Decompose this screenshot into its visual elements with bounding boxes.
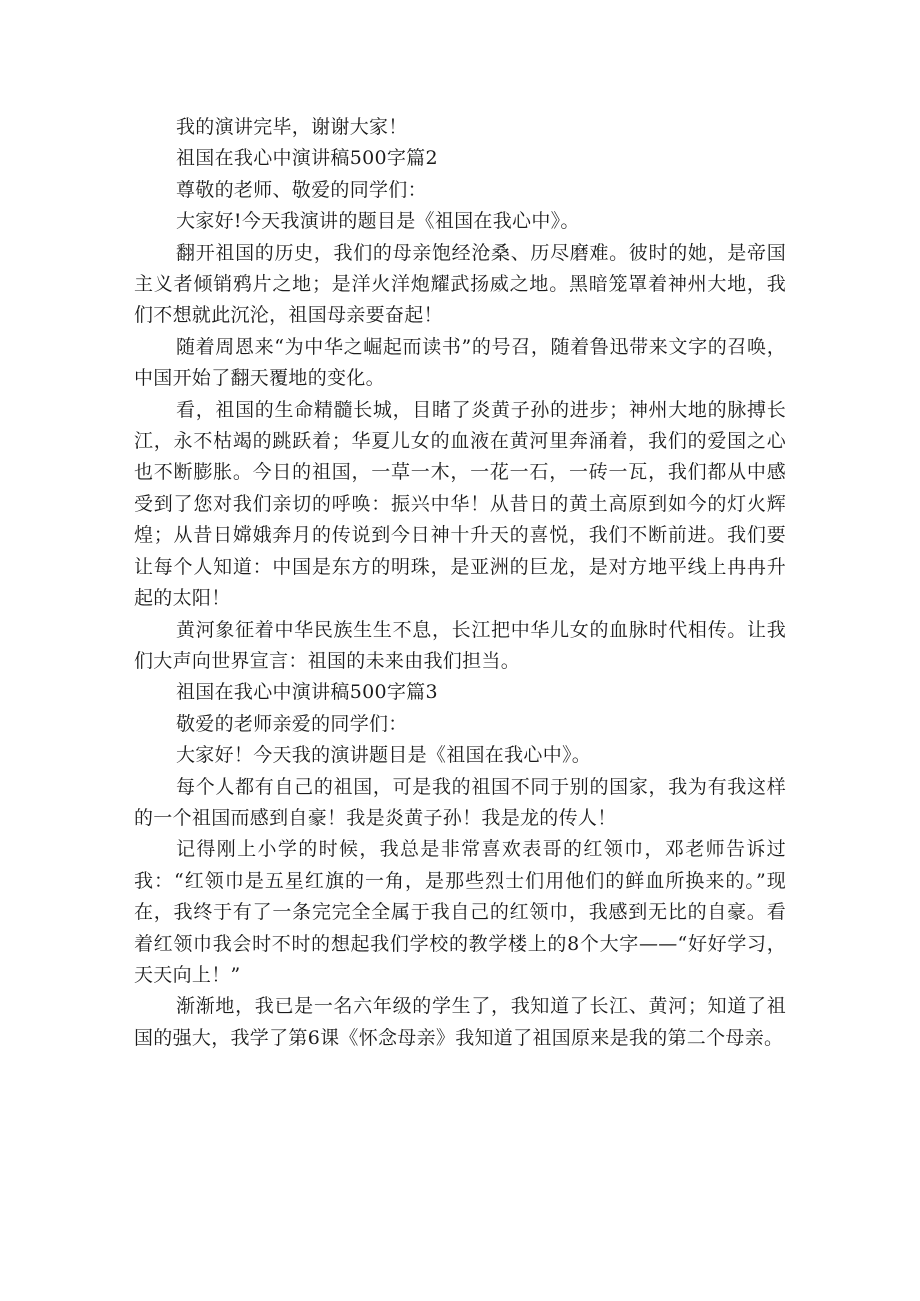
greeting: 大家好！今天我的演讲题目是《祖国在我心中》。 <box>176 744 592 767</box>
body-paragraph: 翻开祖国的历史，我们的母亲饱经沧桑、历尽磨难。彼时的她，是帝国主义者倾销鸦片之地；是洋火洋炮耀武扬威之地。黑暗笼罩着神州大地，我们不想就此沉沦，祖国母亲要奋起！ <box>134 241 786 327</box>
body-paragraph: 看，祖国的生命精髓长城，目睹了炎黄子孙的进步；神州大地的脉搏长江，永不枯竭的跳跃着；华夏儿女的血液在黄河里奔涌着，我们的爱国之心也不断膨胀。今日的祖国，一草一木，一花一石，一砖一瓦，我们都从中感受到了您对我们亲切的呼唤：振兴中华！从昔日的黄土高原到如今的灯火辉煌；从昔日嫦娥奔月的传说到今日神十升天的喜悦，我们不断前进。我们要让每个人知道：中国是东方的明珠，是亚洲的巨龙，是对方地平线上冉冉升起的太阳！ <box>134 398 786 610</box>
greeting: 大家好!今天我演讲的题目是《祖国在我心中》。 <box>176 210 580 233</box>
salutation: 尊敬的老师、敬爱的同学们： <box>176 178 427 201</box>
salutation: 敬爱的老师亲爱的同学们： <box>176 712 408 735</box>
section-heading-2: 祖国在我心中演讲稿500字篇2 <box>176 147 438 170</box>
section-heading-3: 祖国在我心中演讲稿500字篇3 <box>176 681 438 704</box>
body-paragraph: 随着周恩来“为中华之崛起而读书”的号召，随着鲁迅带来文字的召唤，中国开始了翻天覆地的变化。 <box>134 335 786 390</box>
body-paragraph: 记得刚上小学的时候，我总是非常喜欢表哥的红领巾，邓老师告诉过我：“红领巾是五星红旗的一角，是那些烈士们用他们的鲜血所换来的。”现在，我终于有了一条完完全全属于我自己的红领巾，我感到无比的自豪。看着红领巾我会时不时的想起我们学校的教学楼上的8个大字——“好好学习，天天向上！” <box>134 838 786 986</box>
body-paragraph: 每个人都有自己的祖国，可是我的祖国不同于别的国家，我为有我这样的一个祖国而感到自豪！我是炎黄子孙！我是龙的传人！ <box>134 775 786 829</box>
body-paragraph: 黄河象征着中华民族生生不息，长江把中华儿女的血脉时代相传。让我们大声向世界宣言：祖国的未来由我们担当。 <box>134 618 786 672</box>
body-paragraph: 渐渐地，我已是一名六年级的学生了，我知道了长江、黄河；知道了祖国的强大，我学了第6课《怀念母亲》我知道了祖国原来是我的第二个母亲。 <box>134 995 786 1049</box>
closing-line: 我的演讲完毕，谢谢大家！ <box>176 116 408 138</box>
